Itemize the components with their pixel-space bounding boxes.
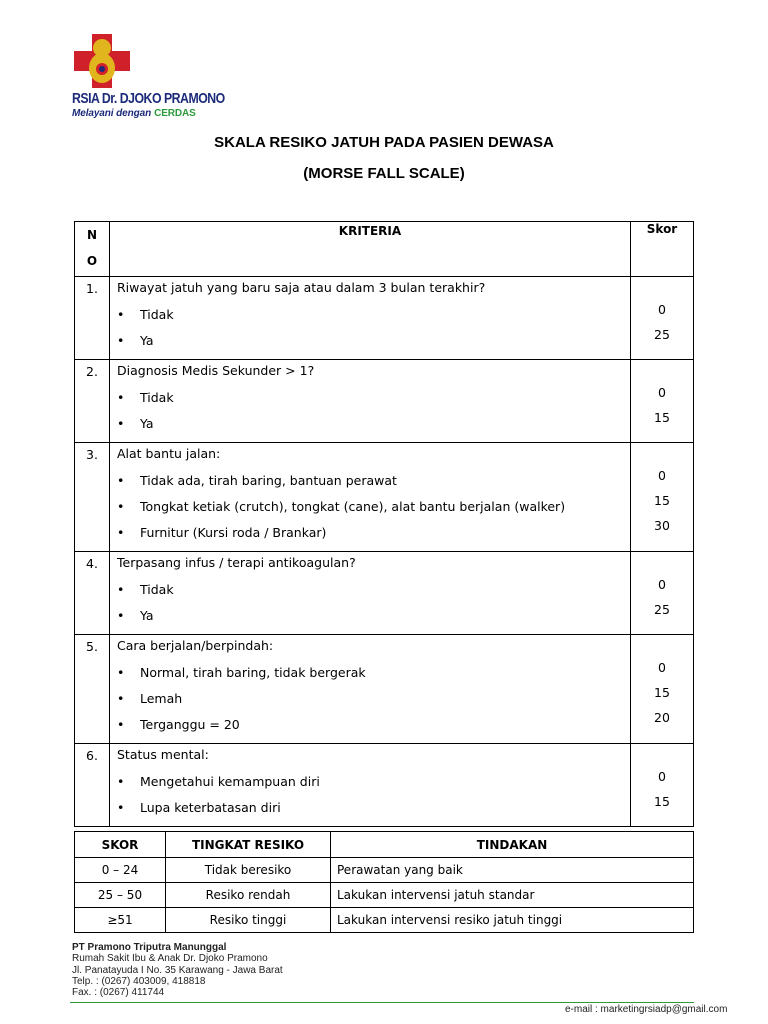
hospital-tagline: [72, 108, 196, 119]
risk-action: Perawatan yang baik: [331, 858, 694, 883]
footer-line-fax: Fax. : (0267) 411744: [72, 987, 165, 999]
criteria-option-label: Lupa keterbatasan diri: [140, 800, 281, 815]
criteria-option-label: Tongkat ketiak (crutch), tongkat (cane), alat bantu berjalan (walker): [140, 499, 566, 514]
criteria-option: [110, 577, 630, 603]
risk-action: Lakukan intervensi resiko jatuh tinggi: [331, 908, 694, 933]
criteria-option-label: Lemah: [140, 691, 183, 706]
risk-header-row: [75, 832, 694, 858]
risk-row: [75, 908, 694, 933]
tagline-highlight: CERDAS: [154, 108, 196, 119]
bullet-icon: •: [117, 800, 125, 815]
score-cell: [631, 635, 694, 744]
risk-level-table: [74, 831, 694, 933]
criteria-option: [110, 603, 630, 629]
risk-score-range: 0 – 24: [75, 858, 166, 883]
criteria-option-label: Tidak ada, tirah baring, bantuan perawat: [140, 473, 397, 488]
score-value: 20: [654, 710, 670, 725]
criteria-option: [110, 520, 630, 546]
bullet-icon: •: [117, 307, 125, 322]
footer-address: [72, 942, 283, 998]
score-value: 15: [654, 410, 670, 425]
criteria-option: [110, 468, 630, 494]
cross-logo-icon: [72, 32, 134, 90]
risk-score-range: ≥51: [75, 908, 166, 933]
criteria-option: [110, 769, 630, 795]
criteria-question: Terpasang infus / terapi antikoagulan?: [117, 555, 356, 570]
criteria-option-label: Tidak: [140, 307, 174, 322]
score-value: 0: [658, 577, 666, 592]
criteria-option-label: Furnitur (Kursi roda / Brankar): [140, 525, 327, 540]
score-value: 30: [654, 518, 670, 533]
criteria-option: [110, 385, 630, 411]
header-no-label: N O: [86, 228, 98, 268]
footer-line-phone: Telp. : (0267) 403009, 418818: [72, 975, 206, 987]
criteria-number: 1.: [75, 277, 110, 360]
criteria-option-label: Ya: [140, 608, 154, 623]
tagline-text: Melayani dengan: [72, 108, 152, 119]
score-value: 25: [654, 327, 670, 342]
criteria-question: Riwayat jatuh yang baru saja atau dalam 3 bulan terakhir?: [117, 280, 486, 295]
score-value: 15: [654, 685, 670, 700]
risk-row: [75, 883, 694, 908]
criteria-cell: [110, 635, 631, 744]
criteria-row: [75, 744, 694, 827]
criteria-cell: [110, 360, 631, 443]
criteria-option: [110, 660, 630, 686]
risk-action: Lakukan intervensi jatuh standar: [331, 883, 694, 908]
criteria-option: [110, 411, 630, 437]
bullet-icon: •: [117, 717, 125, 732]
criteria-question: Status mental:: [117, 747, 209, 762]
criteria-option-label: Ya: [140, 333, 154, 348]
criteria-option-label: Ya: [140, 416, 154, 431]
footer-line-address: Jl. Panatayuda I No. 35 Karawang - Jawa Barat: [72, 964, 283, 976]
risk-level: Resiko tinggi: [166, 908, 331, 933]
score-cell: [631, 443, 694, 552]
criteria-cell: [110, 552, 631, 635]
score-value: 0: [658, 385, 666, 400]
score-value: 0: [658, 468, 666, 483]
score-cell: [631, 744, 694, 827]
bullet-icon: •: [117, 390, 125, 405]
criteria-option-label: Terganggu = 20: [140, 717, 240, 732]
criteria-row: [75, 552, 694, 635]
criteria-header-row: [75, 222, 694, 277]
criteria-cell: [110, 277, 631, 360]
bullet-icon: •: [117, 473, 125, 488]
bullet-icon: •: [117, 608, 125, 623]
score-value: 0: [658, 302, 666, 317]
header-tingkat-resiko: TINGKAT RESIKO: [166, 832, 331, 858]
header-tindakan: TINDAKAN: [331, 832, 694, 858]
risk-level: Tidak beresiko: [166, 858, 331, 883]
criteria-row: [75, 635, 694, 744]
criteria-option: [110, 686, 630, 712]
header-skor-range: SKOR: [75, 832, 166, 858]
criteria-cell: [110, 744, 631, 827]
header-no: [75, 222, 110, 277]
bullet-icon: •: [117, 774, 125, 789]
document-subtitle: (MORSE FALL SCALE): [303, 165, 465, 182]
bullet-icon: •: [117, 416, 125, 431]
footer-email: e-mail : marketingrsiadp@gmail.com: [565, 1004, 728, 1015]
score-value: 15: [654, 794, 670, 809]
hospital-logo: [70, 32, 230, 122]
score-value: 25: [654, 602, 670, 617]
criteria-option: [110, 712, 630, 738]
criteria-cell: [110, 443, 631, 552]
bullet-icon: •: [117, 691, 125, 706]
bullet-icon: •: [117, 333, 125, 348]
criteria-option: [110, 494, 630, 520]
criteria-number: 4.: [75, 552, 110, 635]
risk-row: [75, 858, 694, 883]
score-value: 15: [654, 493, 670, 508]
criteria-number: 3.: [75, 443, 110, 552]
criteria-row: [75, 443, 694, 552]
hospital-name: RSIA Dr. DJOKO PRAMONO: [72, 90, 225, 107]
criteria-option-label: Mengetahui kemampuan diri: [140, 774, 320, 789]
risk-level: Resiko rendah: [166, 883, 331, 908]
footer-company: PT Pramono Triputra Manunggal: [72, 942, 227, 953]
footer-divider: [70, 1002, 694, 1003]
bullet-icon: •: [117, 582, 125, 597]
criteria-option: [110, 302, 630, 328]
document-title: SKALA RESIKO JATUH PADA PASIEN DEWASA: [214, 134, 554, 151]
score-cell: [631, 277, 694, 360]
criteria-option: [110, 328, 630, 354]
criteria-option: [110, 795, 630, 821]
criteria-option-label: Tidak: [140, 390, 174, 405]
criteria-question: Diagnosis Medis Sekunder > 1?: [117, 363, 315, 378]
criteria-question: Cara berjalan/berpindah:: [117, 638, 274, 653]
score-cell: [631, 360, 694, 443]
criteria-option-label: Normal, tirah baring, tidak bergerak: [140, 665, 366, 680]
header-skor: Skor: [631, 222, 694, 277]
score-cell: [631, 552, 694, 635]
header-kriteria: KRITERIA: [110, 222, 631, 277]
bullet-icon: •: [117, 499, 125, 514]
criteria-number: 5.: [75, 635, 110, 744]
footer-line-hospital: Rumah Sakit Ibu & Anak Dr. Djoko Pramono: [72, 953, 268, 965]
criteria-row: [75, 277, 694, 360]
criteria-number: 6.: [75, 744, 110, 827]
criteria-question: Alat bantu jalan:: [117, 446, 221, 461]
score-value: 0: [658, 769, 666, 784]
risk-score-range: 25 – 50: [75, 883, 166, 908]
criteria-number: 2.: [75, 360, 110, 443]
score-value: 0: [658, 660, 666, 675]
morse-criteria-table: [74, 221, 694, 827]
bullet-icon: •: [117, 525, 125, 540]
criteria-row: [75, 360, 694, 443]
criteria-option-label: Tidak: [140, 582, 174, 597]
bullet-icon: •: [117, 665, 125, 680]
